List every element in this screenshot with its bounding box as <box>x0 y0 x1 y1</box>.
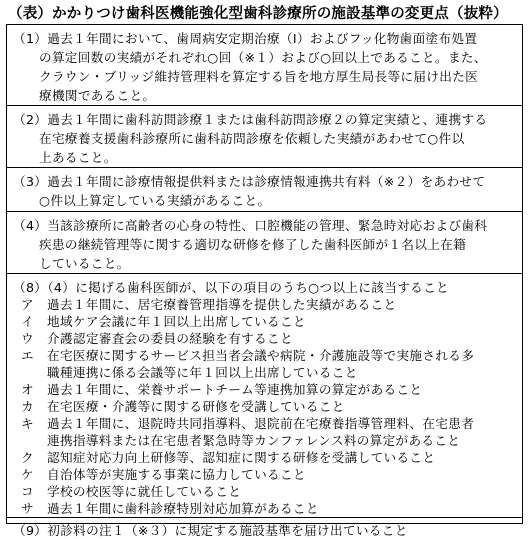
criterion-row-2 <box>7 106 522 168</box>
row2-line2: 在宅療養支援歯科診療所に歯科訪問診療を依頼した実績があわせて○件以 <box>39 131 465 146</box>
item-mark-ko: コ <box>21 484 34 499</box>
item-u-line1: 介護認定審査会の委員の経験を有すること <box>47 331 293 346</box>
criterion-row-4 <box>7 212 522 274</box>
item-mark-e: エ <box>21 348 34 363</box>
item-ku-line1: 認知症対応力向上研修等、認知症に関する研修を受講していること <box>47 450 436 465</box>
item-mark-sa: サ <box>21 501 34 516</box>
criterion-row-9 <box>7 518 522 538</box>
item-mark-i: イ <box>21 314 34 329</box>
item-e-line1: 在宅医療に関するサービス担当者会議や病院・介護施設等で実施される多 <box>47 348 475 363</box>
item-sa-line1: 過去１年間に歯科診療特別対応加算があること <box>47 501 319 516</box>
criteria-table <box>6 24 523 538</box>
row4-line3: していること。 <box>39 256 130 271</box>
item-ki-line2: 連携指導料または在宅患者緊急時等カンファレンス料の算定があること <box>47 433 461 448</box>
item-mark-ki: キ <box>21 416 34 431</box>
item-ki-line1: 過去１年間に、退院時共同指導料、退院前在宅療養指導管理料、在宅患者 <box>47 416 475 431</box>
row4-line2: 疾患の継続管理等に関する適切な研修を修了した歯科医師が１名以上在籍 <box>39 237 467 252</box>
row1-line4: 療機関であること。 <box>39 88 156 103</box>
row8-header: （8）（4）に掲げる歯科医師が、以下の項目のうち○つ以上に該当すること <box>13 280 449 295</box>
row1-line2: の算定回数の実績がそれぞれ○回（※１）および○回以上であること。また、 <box>39 50 487 65</box>
item-mark-o: オ <box>21 382 34 397</box>
row2-line3: 上あること。 <box>39 150 117 165</box>
item-o-line1: 過去１年間に、栄養サポートチーム等連携加算の算定があること <box>47 382 423 397</box>
item-mark-u: ウ <box>21 331 34 346</box>
item-ke-line1: 自治体等が実施する事業に協力していること <box>47 467 306 482</box>
row1-line1: （1）過去１年間において、歯周病安定期治療（Ⅰ）およびフッ化物歯面塗布処置 <box>13 31 478 46</box>
row4-line1: （4）当該診療所に高齢者の心身の特性、口腔機能の管理、緊急時対応および歯科 <box>13 218 488 233</box>
row3-line1: （3）過去１年間に診療情報提供料または診療情報連携共有料（※２）をあわせて <box>13 174 486 189</box>
item-mark-ka: カ <box>21 399 34 414</box>
row9-line1: （9）初診料の注１（※３）に規定する施設基準を届け出ていること <box>13 523 408 538</box>
row1-line3: クラウン・ブリッジ維持管理料を算定する旨を地方厚生局長等に届け出た医 <box>39 69 479 84</box>
item-i-line1: 地域ケア会議に年１回以上出席していること <box>47 314 306 329</box>
criterion-row-1 <box>7 25 522 106</box>
row2-line1: （2）過去１年間に歯科訪問診療１または歯科訪問診療２の算定実績と、連携する <box>13 112 488 127</box>
item-e-line2: 職種連携に係る会議等に年１回以上出席していること <box>47 365 358 380</box>
item-ko-line1: 学校の校医等に就任していること <box>47 484 242 499</box>
criterion-row-8 <box>7 274 522 518</box>
row3-line2: ○件以上算定している実績があること。 <box>39 193 271 208</box>
item-mark-ke: ケ <box>21 467 34 482</box>
item-mark-ku: ク <box>21 450 34 465</box>
criterion-row-3 <box>7 168 522 212</box>
item-ka-line1: 在宅医療・介護等に関する研修を受講していること <box>47 399 345 414</box>
document-title: （表）かかりつけ歯科医機能強化型歯科診療所の施設基準の変更点（抜粋） <box>8 6 508 22</box>
item-mark-a: ア <box>21 297 34 312</box>
item-a-line1: 過去１年間に、居宅療養管理指導を提供した実績があること <box>47 297 397 312</box>
